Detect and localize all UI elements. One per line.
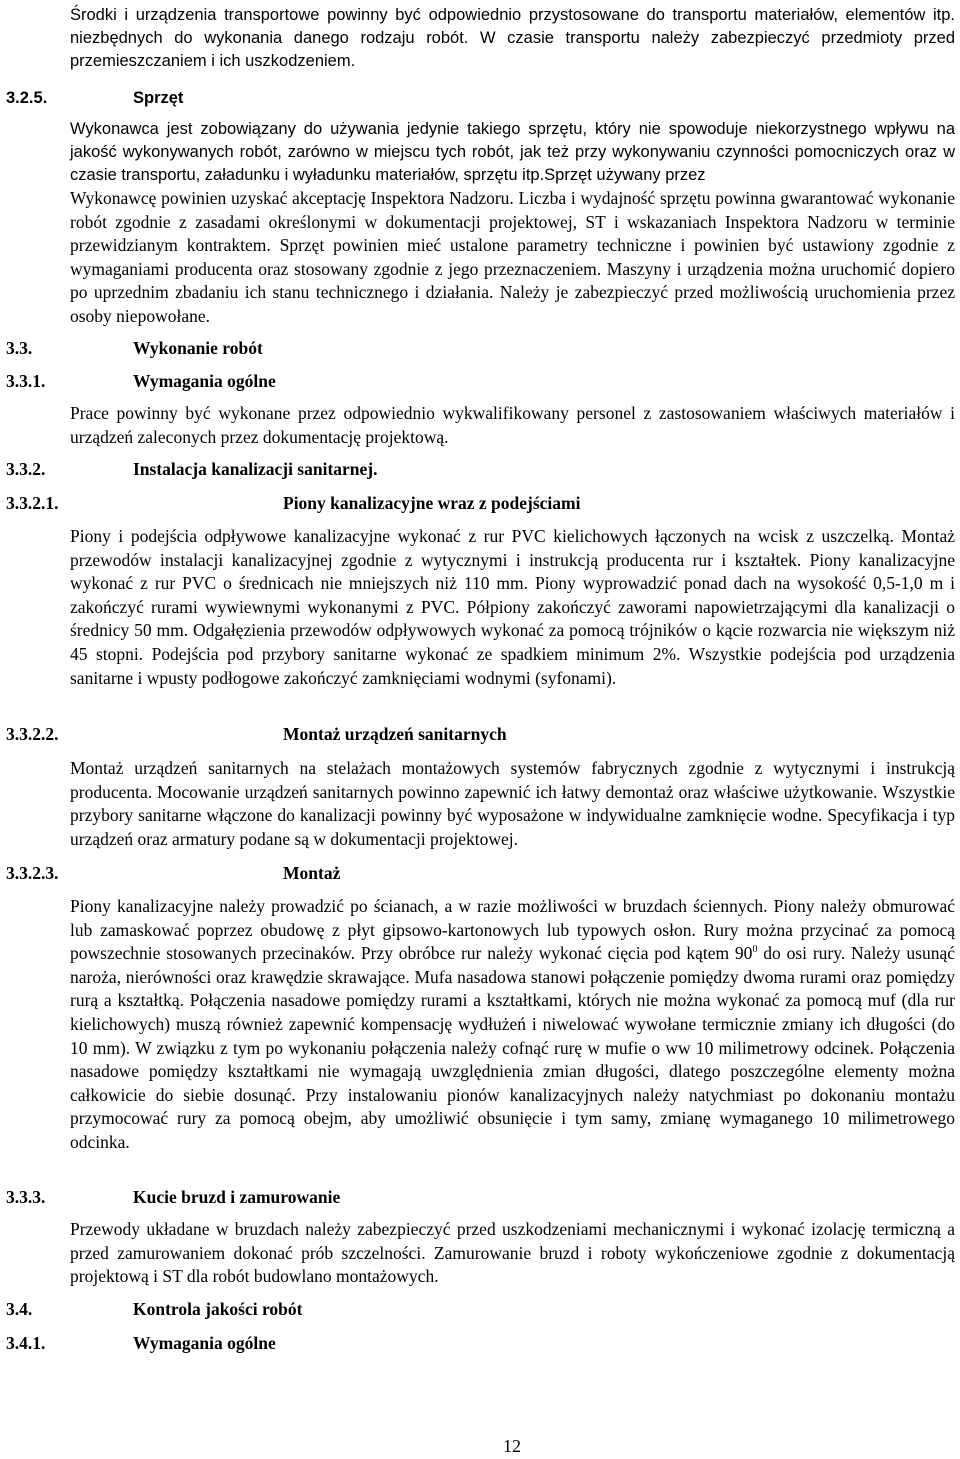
degree-superscript: 0 [752, 944, 758, 956]
heading-title: Kontrola jakości robót [133, 1299, 303, 1319]
paragraph-wymagania-ogolne: Prace powinny być wykonane przez odpowiednio wykwalifikowany personel z zastosowaniem właściwych materiałów i urządzeń zaleconych przez dokumentację projektową. [70, 403, 955, 447]
paragraph-piony: Piony i podejścia odpływowe kanalizacyjne wykonać z rur PVC kielichowych łączonych na wcisk z uszczelką. Montaż przewodów instalacji kanalizacyjnej zgodnie z wytycznymi i instrukcją producenta rur i kształtek. Piony kanalizacyjne wykonać z rur PVC o średnicach nie mniejszych niż 110 mm. Piony wyprowadzić ponad dach na wysokość 0,5-1,0 m i zakończyć rurami wywiewnymi wykonanymi z PVC. Półpiony zakończyć zaworami napowietrzającymi dla kanalizacji o średnicy 50 mm. Odgałęzienia przewodów odpływowych wykonać za pomocą trójników o kącie rozwarcia nie większym niż 45 stopni. Podejścia pod przybory sanitarne wykonać ze spadkiem minimum 2%. Wszystkie podejścia pod urządzenia sanitarne i wpusty podłogowe zakończyć zamknięciami wodnymi (syfonami). [70, 526, 955, 688]
heading-title: Montaż urządzeń sanitarnych [283, 724, 507, 744]
heading-number: 3.3.1. [6, 371, 46, 391]
heading-title: Wykonanie robót [133, 338, 263, 358]
heading-number: 3.3.2.1. [6, 493, 59, 513]
heading-number: 3.3.2.2. [6, 724, 59, 744]
heading-number: 3.3.2.3. [6, 863, 59, 883]
heading-title: Montaż [283, 863, 341, 883]
paragraph-montaz-text-2: do osi rury. Należy usunąć naroża, nierówności oraz krawędzie skrawające. Mufa nasadowa stanowi połączenie pomiędzy dwoma rurami oraz pomiędzy rurą a kształtką. Połączenia nasadowe pomiędzy rurami a kształtkami, których nie można wykonać za pomocą muf (dla rur kielichowych) muszą również zapewnić kompensację wydłużeń i niwelować wywołane termicznie zmiany ich długości (do 10 mm). W związku z tym po wykonaniu połączenia należy cofnąć rurę w mufie o ww 10 milimetrowy odcinek. Połączenia nasadowe pomiędzy kształtkami nie wymagają uwzględnienia zmian długości, dlatego poszczególne elementy można całkowicie do siebie dosunąć. Przy instalowaniu pionów kanalizacyjnych należy natychmiast po dokonaniu montażu przymocować rury za pomocą obejm, aby umożliwić obsunięcie i tym samy, zmianę wymaganego 10 milimetrowego odcinka. [70, 943, 956, 1152]
heading-title: Instalacja kanalizacji sanitarnej. [133, 459, 378, 479]
paragraph-sprzet-part1: Wykonawca jest zobowiązany do używania jedynie takiego sprzętu, który nie spowoduje niekorzystnego wpływu na jakość wykonywanych robót, zarówno w miejscu tych robót, jak też przy wykonywaniu czynności pomocniczych oraz w czasie transportu, załadunku i wyładunku materiałów, sprzętu itp.Sprzęt używany przez [70, 120, 955, 184]
paragraph-sprzet-part2: Wykonawcę powinien uzyskać akceptację Inspektora Nadzoru. Liczba i wydajność sprzętu powinna gwarantować wykonanie robót zgodnie z zasadami określonymi w dokumentacji projektowej, ST i wskazaniach Inspektora Nadzoru w terminie przewidzianym kontraktem. Sprzęt powinien mieć ustalone parametry techniczne i powinien być ustawiony zgodnie z wymaganiami producenta oraz stosowany zgodnie z jego przeznaczeniem. Maszyny i urządzenia można uruchomić dopiero po uprzednim zbadaniu ich stanu technicznego i działania. Należy je zabezpieczyć przed możliwością uruchomienia przez osoby niepowołane. [70, 188, 955, 326]
paragraph-kucie-bruzd: Przewody układane w bruzdach należy zabezpieczyć przed uszkodzeniami mechanicznymi i wykonać izolację termiczną a przed zamurowaniem dokonać prób szczelności. Zamurowanie bruzd i roboty wykończeniowe zgodnie z dokumentacją projektową i ST dla robót budowlano montażowych. [70, 1219, 955, 1287]
paragraph-montaz-urzadzen: Montaż urządzeń sanitarnych na stelażach montażowych systemów fabrycznych zgodnie z wytycznymi i instrukcją producenta. Mocowanie urządzeń sanitarnych powinno zapewnić ich łatwy demontaż oraz właściwe użytkowanie. Wszystkie przybory sanitarne włączone do kanalizacji powinny być wyposażone w indywidualne zamknięcie wodne. Specyfikacja i typ urządzeń oraz armatury podane są w dokumentacji projektowej. [70, 758, 955, 849]
intro-paragraph: Środki i urządzenia transportowe powinny być odpowiednio przystosowane do transportu materiałów, elementów itp. niezbędnych do wykonania danego rodzaju robót. W czasie transportu należy zabezpieczyć przedmioty przed przemieszczaniem i ich uszkodzeniem. [70, 6, 955, 70]
heading-number: 3.4. [6, 1299, 33, 1319]
heading-title: Wymagania ogólne [133, 1333, 276, 1353]
heading-title: Wymagania ogólne [133, 371, 276, 391]
paragraph-montaz-text-1: Piony kanalizacyjne należy prowadzić po ścianach, a w razie możliwości w bruzdach ściennych. Piony należy obmurować lub zamaskować poprzez obudowę z płyt gipsowo-kartonowych lub typowych osłon. Rury można przycinać za pomocą powszechnie stosowanych przecinaków. Przy obróbce rur należy wykonać cięcia pod kątem 90 [70, 896, 955, 964]
paragraph-montaz [70, 895, 955, 1155]
page-number: 12 [503, 1436, 521, 1456]
heading-title: Piony kanalizacyjne wraz z podejściami [283, 493, 581, 513]
heading-number: 3.4.1. [6, 1333, 46, 1353]
heading-number: 3.2.5. [6, 89, 48, 107]
heading-number: 3.3. [6, 338, 33, 358]
heading-title: Kucie bruzd i zamurowanie [133, 1187, 341, 1207]
heading-number: 3.3.3. [6, 1187, 46, 1207]
heading-title: Sprzęt [133, 89, 184, 107]
heading-number: 3.3.2. [6, 459, 46, 479]
